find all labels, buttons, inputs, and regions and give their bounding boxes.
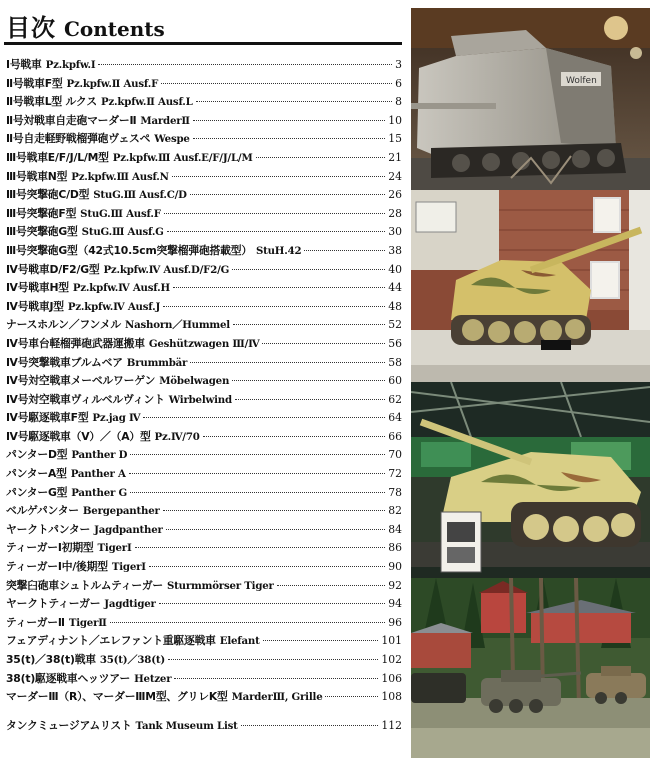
toc-entry bbox=[6, 372, 402, 391]
toc-leader-dots bbox=[263, 640, 379, 641]
toc-entry-page-number: 86 bbox=[388, 541, 402, 555]
toc-leader-dots bbox=[98, 64, 392, 65]
toc-entry-title-jp: Ⅰ号戦車 bbox=[6, 58, 42, 71]
toc-leader-dots bbox=[164, 213, 386, 214]
toc-entry bbox=[6, 354, 402, 373]
photo-tanks-forest bbox=[411, 578, 650, 758]
toc-entry-page-number: 21 bbox=[388, 150, 402, 164]
toc-entry-page-number: 78 bbox=[388, 485, 402, 499]
toc-entry-title-en: Pz.kpfw.Ⅳ Ausf.J bbox=[67, 300, 161, 313]
toc-entry bbox=[6, 205, 402, 224]
toc-entry-title-en: Pz.kpfw.Ⅲ Ausf.E/F/J/L/M bbox=[112, 151, 253, 164]
toc-entry-title-en: Wirbelwind bbox=[168, 393, 232, 406]
toc-entry-page-number: 102 bbox=[381, 653, 402, 666]
toc-leader-dots bbox=[161, 83, 392, 84]
title-japanese: 目次 bbox=[6, 14, 56, 42]
toc-leader-dots bbox=[232, 380, 385, 381]
toc-entry bbox=[6, 223, 402, 242]
toc-entry-title-en: StuH.42 bbox=[255, 244, 302, 257]
toc-entry-page-number: 52 bbox=[388, 318, 402, 332]
toc-entry-page-number: 106 bbox=[381, 671, 402, 685]
toc-leader-dots bbox=[190, 362, 385, 363]
toc-entry-title-jp: Ⅳ号駆逐戦車F型 bbox=[6, 411, 89, 425]
toc-entry-title-en: Pz.kpfw.Ⅰ bbox=[45, 59, 96, 71]
toc-entry-title-jp: Ⅲ号戦車N型 bbox=[6, 169, 68, 183]
toc-entry bbox=[6, 112, 402, 131]
toc-entry-title-jp: Ⅳ号対空戦車ヴィルベルヴィント bbox=[6, 392, 165, 406]
toc-leader-dots bbox=[172, 176, 385, 177]
toc-entry-title-jp: ヤークトティーガー bbox=[6, 597, 101, 611]
toc-entry-page-number: 44 bbox=[388, 281, 402, 295]
toc-entry-title-en: Panther A bbox=[70, 468, 126, 481]
toc-entry-title-en: StuG.Ⅲ Ausf.G bbox=[81, 226, 164, 239]
toc-entry-title-jp: ナースホルン／フンメル bbox=[6, 318, 121, 332]
toc-entry-title-en: Pz.kpfw.Ⅱ Ausf.F bbox=[66, 77, 159, 90]
toc-entry-title-en: StuG.Ⅲ Ausf.C/D bbox=[93, 189, 187, 202]
toc-entry-title-en: Tank Museum List bbox=[135, 719, 238, 732]
toc-entry-title-en: Geshützwagen Ⅲ/Ⅳ bbox=[148, 337, 260, 350]
toc-entry-title-jp: Ⅳ号駆逐戦車（V）／（A）型 bbox=[6, 429, 151, 443]
toc-leader-dots bbox=[174, 678, 378, 679]
toc-entry-page-number: 38 bbox=[388, 243, 402, 257]
toc-entry-page-number: 24 bbox=[388, 169, 402, 183]
toc-entry-page-number: 108 bbox=[381, 690, 402, 704]
title-rule bbox=[4, 42, 402, 45]
toc-entry bbox=[6, 465, 402, 484]
toc-entry-title-jp: Ⅱ号戦車F型 bbox=[6, 76, 63, 90]
toc-entry bbox=[6, 242, 402, 261]
toc-entry-page-number: 6 bbox=[395, 76, 402, 90]
toc-entry-title-jp: 35(t)／38(t)戦車 bbox=[6, 653, 96, 666]
table-of-contents bbox=[6, 56, 402, 735]
toc-entry-page-number: 101 bbox=[381, 634, 402, 648]
toc-leader-dots bbox=[110, 622, 386, 623]
toc-entry-title-jp: ベルゲパンター bbox=[6, 504, 79, 518]
toc-entry-page-number: 96 bbox=[388, 615, 402, 629]
toc-entry bbox=[6, 93, 402, 112]
toc-entry-title-en: TigerⅠ bbox=[111, 561, 146, 574]
toc-entry bbox=[6, 261, 402, 280]
photo-jagdpanther-outdoor bbox=[411, 190, 650, 382]
toc-entry-page-number: 8 bbox=[395, 95, 402, 109]
toc-entry-title-jp: 突撃臼砲車シュトルムティーガー bbox=[6, 578, 164, 592]
toc-entry-page-number: 112 bbox=[381, 718, 402, 732]
toc-leader-dots bbox=[135, 547, 386, 548]
toc-entry bbox=[6, 484, 402, 503]
toc-entry-page-number: 84 bbox=[388, 522, 402, 536]
toc-entry-page-number: 48 bbox=[388, 299, 402, 313]
toc-entry bbox=[6, 409, 402, 428]
toc-leader-dots bbox=[149, 566, 385, 567]
toc-entry-title-jp: Ⅲ号突撃砲F型 bbox=[6, 206, 77, 220]
toc-leader-dots bbox=[241, 725, 379, 726]
toc-leader-dots bbox=[130, 492, 385, 493]
toc-entry-page-number: 82 bbox=[388, 504, 402, 518]
toc-entry-title-jp: Ⅲ号突撃砲G型（42式10.5cm突撃榴弾砲搭載型） bbox=[6, 243, 252, 257]
toc-entry bbox=[6, 632, 402, 651]
toc-entry bbox=[6, 670, 402, 689]
toc-entry-title-en: Sturmmörser Tiger bbox=[167, 579, 274, 592]
toc-entry-page-number: 72 bbox=[388, 467, 402, 481]
toc-entry-page-number: 58 bbox=[388, 355, 402, 369]
toc-entry bbox=[6, 577, 402, 596]
toc-leader-dots bbox=[256, 157, 386, 158]
toc-entry-page-number: 94 bbox=[388, 597, 402, 611]
toc-entry-title-en: MarderⅢ, Grille bbox=[231, 691, 323, 704]
hull-nameplate: Wolfen bbox=[566, 76, 597, 86]
title-english: Contents bbox=[64, 17, 165, 41]
toc-leader-dots bbox=[193, 138, 386, 139]
toc-leader-dots bbox=[167, 231, 386, 232]
toc-entry-page-number: 56 bbox=[388, 336, 402, 350]
toc-entry bbox=[6, 186, 402, 205]
toc-entry-title-en: Panther D bbox=[71, 449, 128, 462]
toc-entry-title-en: 35(t)／38(t) bbox=[99, 654, 165, 666]
photo-assault-gun-museum bbox=[411, 8, 650, 190]
toc-entry-page-number: 90 bbox=[388, 560, 402, 574]
toc-entry-page-number: 40 bbox=[388, 262, 402, 276]
toc-leader-dots bbox=[163, 306, 385, 307]
toc-entry-title-jp: Ⅱ号戦車L型 ルクス bbox=[6, 95, 98, 109]
toc-entry-page-number: 66 bbox=[388, 429, 402, 443]
toc-leader-dots bbox=[203, 436, 386, 437]
toc-entry bbox=[6, 279, 402, 298]
toc-entry-title-en: Brummbär bbox=[126, 356, 188, 369]
toc-entry-page-number: 15 bbox=[388, 132, 402, 146]
toc-leader-dots bbox=[129, 473, 386, 474]
toc-leader-dots bbox=[143, 417, 385, 418]
toc-entry bbox=[6, 502, 402, 521]
toc-entry bbox=[6, 168, 402, 187]
toc-entry-page-number: 62 bbox=[388, 392, 402, 406]
toc-entry-page-number: 28 bbox=[388, 206, 402, 220]
toc-leader-dots bbox=[304, 250, 385, 251]
toc-entry-title-en: Pz.kpfw.Ⅱ Ausf.L bbox=[101, 96, 193, 109]
toc-entry-title-en: Wespe bbox=[154, 133, 190, 146]
toc-entry-title-jp: 38(t)駆逐戦車ヘッツアー bbox=[6, 671, 131, 685]
toc-entry-title-jp: Ⅲ号突撃砲C/D型 bbox=[6, 188, 90, 202]
toc-entry-title-jp: ティーガーⅠ中/後期型 bbox=[6, 560, 108, 574]
toc-entry-title-en: Pz.kpfw.Ⅳ Ausf.H bbox=[72, 282, 170, 295]
toc-entry bbox=[6, 651, 402, 670]
toc-entry-title-en: Jagdpanther bbox=[94, 523, 163, 536]
toc-entry bbox=[6, 130, 402, 149]
toc-leader-dots bbox=[173, 287, 385, 288]
toc-leader-dots bbox=[190, 194, 385, 195]
toc-entry-title-en: Jagdtiger bbox=[104, 598, 156, 611]
toc-entry bbox=[6, 521, 402, 540]
toc-entry bbox=[6, 316, 402, 335]
toc-entry-title-en: Elefant bbox=[219, 635, 260, 648]
toc-entry-title-en: Pz.jag Ⅳ bbox=[92, 412, 141, 425]
toc-entry-title-en: Möbelwagen bbox=[159, 375, 230, 388]
toc-leader-dots bbox=[130, 454, 385, 455]
toc-entry-page-number: 92 bbox=[388, 578, 402, 592]
toc-entry bbox=[6, 688, 402, 707]
toc-entry-page-number: 64 bbox=[388, 411, 402, 425]
toc-entry-title-jp: Ⅳ号対空戦車メーベルワーゲン bbox=[6, 374, 156, 388]
toc-entry-title-jp: Ⅱ号対戦車自走砲マーダーⅡ bbox=[6, 113, 137, 127]
toc-leader-dots bbox=[168, 659, 378, 660]
toc-entry-title-jp: Ⅲ号戦車E/F/J/L/M型 bbox=[6, 150, 109, 164]
toc-entry-title-jp: Ⅳ号戦車H型 bbox=[6, 281, 69, 295]
toc-entry-title-en: Nashorn／Hummel bbox=[125, 319, 230, 332]
toc-entry-title-jp: パンターG型 bbox=[6, 485, 68, 499]
toc-entry bbox=[6, 335, 402, 354]
toc-entry-title-en: Bergepanther bbox=[82, 505, 160, 518]
toc-entry-title-jp: パンターA型 bbox=[6, 467, 67, 481]
toc-entry-title-jp: パンターD型 bbox=[6, 448, 68, 462]
toc-entry-title-en: Pz.Ⅳ/70 bbox=[154, 430, 200, 443]
toc-entry-title-en: TigerⅡ bbox=[68, 616, 107, 629]
toc-entry-page-number: 60 bbox=[388, 374, 402, 388]
toc-entry-page-number: 70 bbox=[388, 448, 402, 462]
toc-entry bbox=[6, 428, 402, 447]
toc-entry bbox=[6, 391, 402, 410]
toc-entry-title-jp: タンクミュージアムリスト bbox=[6, 718, 132, 732]
toc-leader-dots bbox=[325, 696, 378, 697]
toc-entry bbox=[6, 56, 402, 75]
toc-entry-title-en: Hetzer bbox=[134, 672, 172, 685]
toc-leader-dots bbox=[277, 585, 386, 586]
toc-entry bbox=[6, 446, 402, 465]
photo-jagdpanther-hall bbox=[411, 382, 650, 578]
toc-entry-page-number: 10 bbox=[388, 113, 402, 127]
toc-entry-title-en: MarderⅡ bbox=[140, 114, 190, 127]
toc-leader-dots bbox=[232, 269, 385, 270]
toc-entry-title-jp: ティーガーⅡ bbox=[6, 615, 65, 629]
toc-entry-title-jp: Ⅲ号突撃砲G型 bbox=[6, 225, 78, 239]
toc-entry-page-number: 30 bbox=[388, 225, 402, 239]
toc-entry-title-jp: マーダーⅢ（R）、マーダーⅢM型、グリレK型 bbox=[6, 690, 228, 704]
toc-entry-title-en: Pz.kpfw.Ⅳ Ausf.D/F2/G bbox=[103, 263, 230, 276]
toc-entry-title-jp: ティーガーⅠ初期型 bbox=[6, 541, 94, 555]
toc-leader-dots bbox=[196, 101, 393, 102]
toc-entry-title-en: StuG.Ⅲ Ausf.F bbox=[80, 207, 161, 220]
toc-entry-title-en: Panther G bbox=[71, 486, 128, 499]
page-title bbox=[6, 8, 406, 42]
toc-entry bbox=[6, 75, 402, 94]
toc-entry-title-jp: Ⅳ号突撃戦車ブルムベア bbox=[6, 355, 123, 369]
toc-leader-dots bbox=[233, 324, 385, 325]
toc-entry-title-jp: Ⅳ号車台軽榴弾砲武器運搬車 bbox=[6, 336, 145, 350]
toc-leader-dots bbox=[262, 343, 385, 344]
toc-entry bbox=[6, 614, 402, 633]
toc-entry bbox=[6, 539, 402, 558]
toc-entry-page-number: 26 bbox=[388, 188, 402, 202]
toc-entry-title-en: TigerⅠ bbox=[97, 542, 132, 555]
toc-entry-title-jp: Ⅱ号自走軽野戦榴弾砲ヴェスペ bbox=[6, 132, 151, 146]
toc-leader-dots bbox=[193, 120, 385, 121]
toc-entry bbox=[6, 149, 402, 168]
toc-entry bbox=[6, 558, 402, 577]
toc-leader-dots bbox=[159, 603, 386, 604]
toc-leader-dots bbox=[163, 510, 386, 511]
toc-entry-title-jp: Ⅳ号戦車D/F2/G型 bbox=[6, 262, 100, 276]
toc-entry-title-jp: フェアディナント／エレファント重駆逐戦車 bbox=[6, 634, 216, 648]
toc-leader-dots bbox=[235, 399, 385, 400]
toc-entry bbox=[6, 595, 402, 614]
toc-entry bbox=[6, 298, 402, 317]
toc-entry bbox=[6, 717, 402, 736]
toc-leader-dots bbox=[166, 529, 386, 530]
toc-entry-page-number: 3 bbox=[395, 58, 402, 71]
toc-entry-title-jp: ヤークトパンター bbox=[6, 522, 91, 536]
toc-entry-title-en: Pz.kpfw.Ⅲ Ausf.N bbox=[71, 170, 169, 183]
toc-entry-title-jp: Ⅳ号戦車J型 bbox=[6, 299, 64, 313]
